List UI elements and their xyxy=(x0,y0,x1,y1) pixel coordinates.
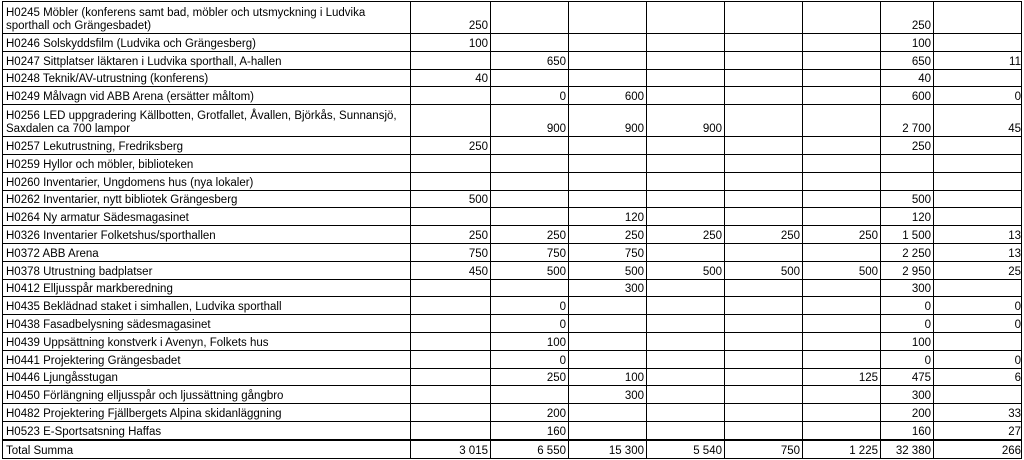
value-cell xyxy=(881,172,934,190)
value-cell xyxy=(803,172,881,190)
value-cell xyxy=(647,137,725,155)
value-cell xyxy=(411,386,491,404)
value-cell: 450 xyxy=(411,261,491,279)
value-cell xyxy=(491,2,569,34)
value-cell: 0 xyxy=(881,315,934,333)
value-cell xyxy=(647,2,725,34)
value-cell: 11 xyxy=(934,51,1022,69)
value-cell: 500 xyxy=(569,261,647,279)
value-cell xyxy=(411,350,491,368)
value-cell: 900 xyxy=(491,105,569,137)
table-row xyxy=(3,34,1022,52)
value-cell xyxy=(934,2,1022,34)
value-cell xyxy=(725,297,803,315)
value-cell xyxy=(491,154,569,172)
value-cell: 100 xyxy=(569,368,647,386)
value-cell xyxy=(803,154,881,172)
value-cell xyxy=(725,208,803,226)
value-cell: 300 xyxy=(881,279,934,297)
value-cell: 650 xyxy=(881,51,934,69)
row-description: H0446 Ljungåsstugan xyxy=(3,368,411,386)
table-row xyxy=(3,243,1022,261)
row-description: H0248 Teknik/AV-utrustning (konferens) xyxy=(3,69,411,87)
total-value-cell: 5 540 xyxy=(647,440,725,458)
value-cell xyxy=(569,69,647,87)
total-value-cell: 750 xyxy=(725,440,803,458)
value-cell xyxy=(803,208,881,226)
value-cell: 600 xyxy=(881,87,934,105)
value-cell xyxy=(803,332,881,350)
value-cell: 0 xyxy=(881,350,934,368)
value-cell xyxy=(647,190,725,208)
row-description: H0378 Utrustning badplatser xyxy=(3,261,411,279)
total-label: Total Summa xyxy=(3,440,411,458)
value-cell xyxy=(934,190,1022,208)
value-cell: 0 xyxy=(934,87,1022,105)
value-cell xyxy=(411,368,491,386)
table-row xyxy=(3,368,1022,386)
value-cell xyxy=(569,172,647,190)
row-description: H0482 Projektering Fjällbergets Alpina skidanläggning xyxy=(3,404,411,422)
total-value-cell: 15 300 xyxy=(569,440,647,458)
table-row xyxy=(3,190,1022,208)
value-cell: 2 950 xyxy=(881,261,934,279)
value-cell xyxy=(725,154,803,172)
total-value-cell: 32 380 xyxy=(881,440,934,458)
row-description: H0246 Solskyddsfilm (Ludvika och Grängesberg) xyxy=(3,34,411,52)
value-cell: 500 xyxy=(491,261,569,279)
value-cell xyxy=(725,350,803,368)
value-cell: 0 xyxy=(934,350,1022,368)
value-cell xyxy=(491,172,569,190)
value-cell: 2 700 xyxy=(881,105,934,137)
table-row xyxy=(3,2,1022,34)
value-cell: 200 xyxy=(881,404,934,422)
value-cell: 250 xyxy=(647,226,725,244)
value-cell xyxy=(411,208,491,226)
value-cell: 300 xyxy=(881,386,934,404)
table-row xyxy=(3,421,1022,439)
value-cell: 160 xyxy=(881,421,934,439)
value-cell xyxy=(803,315,881,333)
value-cell xyxy=(569,421,647,439)
value-cell: 500 xyxy=(411,190,491,208)
value-cell xyxy=(411,279,491,297)
value-cell: 250 xyxy=(411,226,491,244)
value-cell: 0 xyxy=(491,315,569,333)
value-cell: 900 xyxy=(647,105,725,137)
value-cell: 250 xyxy=(881,2,934,34)
table-row xyxy=(3,297,1022,315)
table-row xyxy=(3,105,1022,137)
row-description: H0435 Beklädnad staket i simhallen, Ludvika sporthall xyxy=(3,297,411,315)
value-cell xyxy=(647,421,725,439)
value-cell: 160 xyxy=(491,421,569,439)
value-cell: 750 xyxy=(411,243,491,261)
value-cell xyxy=(881,154,934,172)
value-cell xyxy=(647,154,725,172)
value-cell xyxy=(411,51,491,69)
value-cell xyxy=(934,34,1022,52)
value-cell xyxy=(411,105,491,137)
value-cell xyxy=(569,190,647,208)
value-cell xyxy=(411,172,491,190)
value-cell: 100 xyxy=(491,332,569,350)
value-cell xyxy=(411,404,491,422)
table-row xyxy=(3,279,1022,297)
value-cell: 250 xyxy=(803,226,881,244)
total-value-cell: 266 xyxy=(934,440,1022,458)
table-row xyxy=(3,154,1022,172)
value-cell: 6 xyxy=(934,368,1022,386)
value-cell: 900 xyxy=(569,105,647,137)
value-cell xyxy=(411,154,491,172)
value-cell xyxy=(569,34,647,52)
value-cell: 300 xyxy=(569,279,647,297)
row-description: H0249 Målvagn vid ABB Arena (ersätter måltom) xyxy=(3,87,411,105)
value-cell xyxy=(803,350,881,368)
value-cell: 1 500 xyxy=(881,226,934,244)
table-row xyxy=(3,261,1022,279)
value-cell xyxy=(725,243,803,261)
value-cell xyxy=(934,332,1022,350)
value-cell: 750 xyxy=(491,243,569,261)
table-row xyxy=(3,208,1022,226)
value-cell: 500 xyxy=(725,261,803,279)
value-cell xyxy=(725,51,803,69)
value-cell: 200 xyxy=(491,404,569,422)
value-cell: 27 xyxy=(934,421,1022,439)
investment-table xyxy=(2,1,1022,459)
value-cell xyxy=(803,297,881,315)
value-cell: 0 xyxy=(934,297,1022,315)
value-cell xyxy=(934,279,1022,297)
value-cell: 45 xyxy=(934,105,1022,137)
value-cell: 750 xyxy=(569,243,647,261)
table-row xyxy=(3,350,1022,368)
value-cell xyxy=(647,69,725,87)
value-cell xyxy=(569,137,647,155)
value-cell xyxy=(725,172,803,190)
row-description: H0441 Projektering Grängesbadet xyxy=(3,350,411,368)
value-cell xyxy=(803,34,881,52)
value-cell xyxy=(803,243,881,261)
value-cell: 250 xyxy=(491,226,569,244)
value-cell xyxy=(411,332,491,350)
value-cell: 40 xyxy=(411,69,491,87)
value-cell xyxy=(647,368,725,386)
value-cell xyxy=(934,69,1022,87)
row-description: H0247 Sittplatser läktaren i Ludvika sporthall, A-hallen xyxy=(3,51,411,69)
value-cell: 475 xyxy=(881,368,934,386)
value-cell xyxy=(411,315,491,333)
value-cell xyxy=(725,105,803,137)
value-cell xyxy=(934,172,1022,190)
row-description: H0439 Uppsättning konstverk i Avenyn, Folkets hus xyxy=(3,332,411,350)
value-cell xyxy=(647,51,725,69)
value-cell xyxy=(647,315,725,333)
row-description: H0438 Fasadbelysning sädesmagasinet xyxy=(3,315,411,333)
table-row xyxy=(3,69,1022,87)
value-cell xyxy=(725,386,803,404)
value-cell xyxy=(725,34,803,52)
value-cell xyxy=(803,421,881,439)
row-description: H0326 Inventarier Folketshus/sporthallen xyxy=(3,226,411,244)
value-cell: 250 xyxy=(411,137,491,155)
value-cell xyxy=(411,297,491,315)
value-cell xyxy=(803,279,881,297)
total-value-cell: 6 550 xyxy=(491,440,569,458)
value-cell xyxy=(725,368,803,386)
table-row xyxy=(3,332,1022,350)
value-cell: 650 xyxy=(491,51,569,69)
value-cell: 0 xyxy=(934,315,1022,333)
value-cell xyxy=(491,69,569,87)
value-cell xyxy=(569,2,647,34)
row-description: H0372 ABB Arena xyxy=(3,243,411,261)
value-cell: 500 xyxy=(647,261,725,279)
table-row xyxy=(3,386,1022,404)
row-description: H0264 Ny armatur Sädesmagasinet xyxy=(3,208,411,226)
value-cell xyxy=(647,332,725,350)
table-body xyxy=(3,2,1022,459)
value-cell xyxy=(569,51,647,69)
row-description: H0262 Inventarier, nytt bibliotek Grängesberg xyxy=(3,190,411,208)
value-cell xyxy=(725,332,803,350)
table-row xyxy=(3,172,1022,190)
value-cell xyxy=(647,350,725,368)
value-cell xyxy=(725,404,803,422)
value-cell xyxy=(647,243,725,261)
total-row xyxy=(3,440,1022,458)
value-cell xyxy=(647,208,725,226)
value-cell xyxy=(803,51,881,69)
value-cell: 33 xyxy=(934,404,1022,422)
value-cell xyxy=(725,190,803,208)
value-cell: 100 xyxy=(881,34,934,52)
value-cell xyxy=(647,297,725,315)
value-cell: 2 250 xyxy=(881,243,934,261)
row-description: H0259 Hyllor och möbler, biblioteken xyxy=(3,154,411,172)
value-cell xyxy=(411,87,491,105)
value-cell: 500 xyxy=(881,190,934,208)
value-cell xyxy=(569,332,647,350)
value-cell xyxy=(569,315,647,333)
row-description: H0412 Elljusspår markberedning xyxy=(3,279,411,297)
value-cell xyxy=(491,279,569,297)
value-cell: 250 xyxy=(725,226,803,244)
value-cell xyxy=(491,137,569,155)
value-cell xyxy=(647,404,725,422)
value-cell: 600 xyxy=(569,87,647,105)
value-cell xyxy=(934,154,1022,172)
value-cell xyxy=(803,190,881,208)
value-cell xyxy=(569,350,647,368)
value-cell xyxy=(934,137,1022,155)
value-cell: 120 xyxy=(881,208,934,226)
value-cell xyxy=(491,190,569,208)
row-description: H0245 Möbler (konferens samt bad, möbler och utsmyckning i Ludvika sporthall och Grängesbadet) xyxy=(3,2,411,34)
value-cell xyxy=(803,69,881,87)
value-cell xyxy=(725,421,803,439)
value-cell: 0 xyxy=(491,87,569,105)
value-cell xyxy=(934,208,1022,226)
value-cell xyxy=(803,404,881,422)
value-cell xyxy=(647,386,725,404)
value-cell: 250 xyxy=(411,2,491,34)
table-row xyxy=(3,87,1022,105)
value-cell: 13 xyxy=(934,226,1022,244)
table-row xyxy=(3,51,1022,69)
value-cell xyxy=(803,87,881,105)
value-cell xyxy=(569,404,647,422)
table-row xyxy=(3,315,1022,333)
value-cell xyxy=(647,87,725,105)
value-cell xyxy=(803,137,881,155)
value-cell xyxy=(411,421,491,439)
value-cell xyxy=(725,137,803,155)
value-cell: 0 xyxy=(491,297,569,315)
value-cell: 100 xyxy=(411,34,491,52)
value-cell: 13 xyxy=(934,243,1022,261)
row-description: H0523 E-Sportsatsning Haffas xyxy=(3,421,411,439)
value-cell xyxy=(647,279,725,297)
total-value-cell: 1 225 xyxy=(803,440,881,458)
table-row xyxy=(3,404,1022,422)
value-cell: 125 xyxy=(803,368,881,386)
value-cell xyxy=(569,154,647,172)
value-cell: 300 xyxy=(569,386,647,404)
value-cell xyxy=(725,2,803,34)
value-cell xyxy=(647,34,725,52)
row-description: H0257 Lekutrustning, Fredriksberg xyxy=(3,137,411,155)
table-row xyxy=(3,137,1022,155)
value-cell: 0 xyxy=(881,297,934,315)
value-cell: 100 xyxy=(881,332,934,350)
row-description: H0260 Inventarier, Ungdomens hus (nya lokaler) xyxy=(3,172,411,190)
value-cell: 250 xyxy=(491,368,569,386)
value-cell xyxy=(934,386,1022,404)
value-cell xyxy=(803,105,881,137)
row-description: H0450 Förlängning elljusspår och ljussättning gångbro xyxy=(3,386,411,404)
total-value-cell: 3 015 xyxy=(411,440,491,458)
value-cell xyxy=(803,386,881,404)
value-cell: 40 xyxy=(881,69,934,87)
row-description: H0256 LED uppgradering Källbotten, Grotfallet, Åvallen, Björkås, Sunnansjö, Saxdalen ca 700 lampor xyxy=(3,105,411,137)
value-cell xyxy=(725,315,803,333)
value-cell: 0 xyxy=(491,350,569,368)
value-cell xyxy=(725,87,803,105)
value-cell: 250 xyxy=(569,226,647,244)
value-cell: 500 xyxy=(803,261,881,279)
table-row xyxy=(3,226,1022,244)
value-cell: 25 xyxy=(934,261,1022,279)
value-cell xyxy=(491,208,569,226)
value-cell xyxy=(491,386,569,404)
value-cell xyxy=(803,2,881,34)
value-cell xyxy=(647,172,725,190)
value-cell xyxy=(725,279,803,297)
value-cell xyxy=(491,34,569,52)
value-cell xyxy=(725,69,803,87)
value-cell xyxy=(569,297,647,315)
value-cell: 250 xyxy=(881,137,934,155)
value-cell: 120 xyxy=(569,208,647,226)
